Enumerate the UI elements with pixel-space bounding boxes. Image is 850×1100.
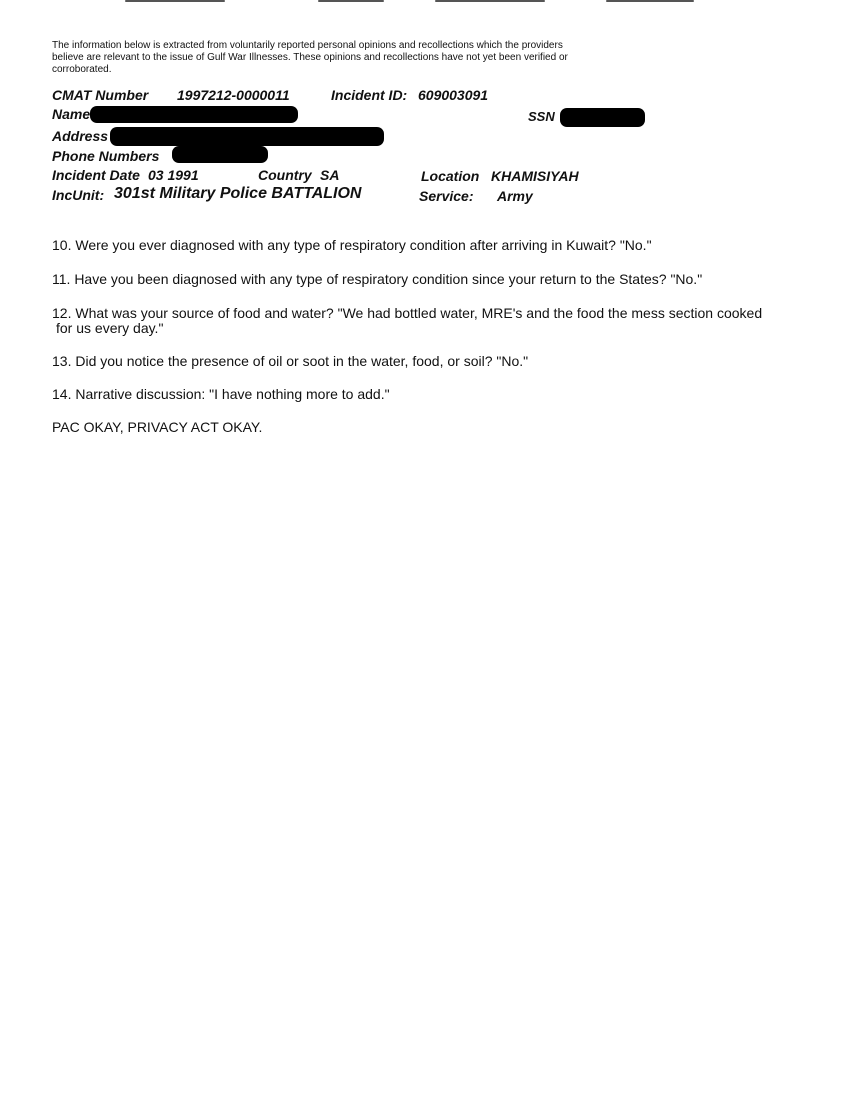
question-14: 14. Narrative discussion: "I have nothing more to add."	[52, 386, 390, 402]
scan-line	[318, 0, 384, 2]
question-12-continued: for us every day."	[56, 320, 164, 336]
name-redaction	[90, 106, 298, 123]
address-redaction	[110, 127, 384, 146]
name-label: Name	[52, 106, 91, 122]
scan-line	[125, 0, 225, 2]
incident-id-label: Incident ID:	[331, 87, 408, 103]
closing-statement: PAC OKAY, PRIVACY ACT OKAY.	[52, 419, 263, 435]
phone-label: Phone Numbers	[52, 148, 160, 164]
disclaimer-text: The information below is extracted from voluntarily reported personal opinions and recollections which the providers believe are relevant to the issue of Gulf War Illnesses. These opinions and recollections have not yet been verified or corroborated.	[52, 40, 568, 75]
service-label: Service:	[419, 188, 474, 204]
question-11: 11. Have you been diagnosed with any type of respiratory condition since your return to the States? "No."	[52, 271, 703, 287]
question-12: 12. What was your source of food and water? "We had bottled water, MRE's and the food the mess section cooked	[52, 305, 763, 321]
country-value: SA	[320, 167, 340, 183]
phone-redaction	[172, 146, 268, 163]
country-label: Country	[258, 167, 312, 183]
address-label: Address	[52, 128, 109, 144]
cmat-label: CMAT Number	[52, 87, 149, 103]
scan-line	[606, 0, 694, 2]
incunit-label: IncUnit:	[52, 187, 105, 203]
question-10: 10. Were you ever diagnosed with any type of respiratory condition after arriving in Kuwait? "No."	[52, 237, 652, 253]
scan-line	[435, 0, 545, 2]
service-value: Army	[497, 188, 533, 204]
ssn-redaction	[560, 108, 645, 127]
cmat-value: 1997212-0000011	[177, 87, 290, 103]
incunit-value: 301st Military Police BATTALION	[114, 185, 362, 202]
incident-id-value: 609003091	[418, 87, 489, 103]
ssn-label: SSN	[528, 109, 555, 124]
question-13: 13. Did you notice the presence of oil or soot in the water, food, or soil? "No."	[52, 353, 529, 369]
location-value: KHAMISIYAH	[491, 168, 579, 184]
incident-date-label: Incident Date	[52, 167, 140, 183]
incident-date-value: 03 1991	[148, 167, 199, 183]
location-label: Location	[421, 168, 480, 184]
